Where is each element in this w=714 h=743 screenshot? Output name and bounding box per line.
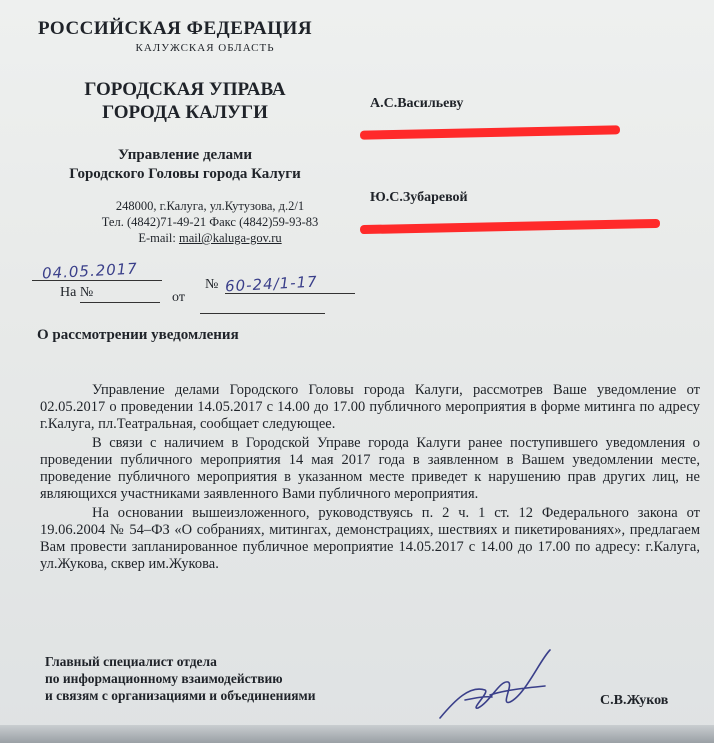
body-paragraph-2: В связи с наличием в Городской Управе города Калуги ранее поступившего уведомления о проведении публичного мероприятия 14 мая 2017 года в заявленном в Вашем уведомлении месте, проведение публичного мероприятия в указанном месте приведет к нарушению прав других лиц, не являющихся участниками заявленного Вами публичного мероприятия. [40,435,700,502]
redaction-bar-1 [360,125,620,139]
number-label: № [205,277,219,292]
reference-underline [80,302,160,303]
letterhead-department [30,146,340,184]
dept-line-2: Городского Головы города Калуги [69,166,301,182]
letter-body [40,382,700,575]
dept-line-1: Управление делами [118,147,252,163]
handwritten-signature [430,640,570,730]
email-label: E-mail: [138,231,176,245]
page-fold-shadow [0,725,714,743]
country-title: РОССИЙСКАЯ ФЕДЕРАЦИЯ [37,18,313,39]
org-line-1: ГОРОДСКАЯ УПРАВА [84,79,286,100]
phone-fax: Тел. (4842)71-49-21 Факс (4842)59-93-83 [101,215,319,229]
postal-address: 248000, г.Калуга, ул.Кутузова, д.2/1 [115,199,305,213]
reference-date-underline [200,313,325,314]
handwritten-number: 60-24/1-17 [224,272,319,296]
email-link[interactable]: mail@kaluga-gov.ru [178,231,282,245]
email-line [60,230,360,246]
letterhead-address [60,198,360,246]
signatory-title [45,653,316,704]
org-line-2: ГОРОДА КАЛУГИ [102,102,268,123]
body-paragraph-1: Управление делами Городского Головы города Калуги, рассмотрев Ваше уведомление от 02.05.2017 о проведении 14.05.2017 с 14.00 до 17.00 публичного мероприятия в форме митинга по адресу г.Калуга, пл.Театральная, сообщает следующее. [40,382,700,432]
signatory-title-line-2: по информационному взаимодействию [45,671,283,686]
signatory-name: С.В.Жуков [600,693,669,708]
recipient-2-name: Ю.С.Зубаревой [370,190,468,205]
region-title: КАЛУЖСКАЯ ОБЛАСТЬ [135,42,275,54]
signatory-title-line-1: Главный специалист отдела [45,654,217,669]
reference-number-label: На № [60,285,94,300]
letterhead-country [20,18,330,54]
reference-date-label: от [172,290,185,305]
redaction-bar-2 [360,219,660,234]
letterhead-organization [40,78,330,124]
handwritten-date: 04.05.2017 [41,259,139,283]
signatory-title-line-3: и связям с организациями и объединениями [45,688,316,703]
letter-subject: О рассмотрении уведомления [37,327,239,343]
body-paragraph-3: На основании вышеизложенного, руководствуясь п. 2 ч. 1 ст. 12 Федерального закона от 19.06.2004 № 54–ФЗ «О собраниях, митингах, демонстрациях, шествиях и пикетированиях», предлагаем Вам провести запланированное публичное мероприятие 14.05.2017 с 14.00 до 17.00 по адресу: г.Калуга, ул.Жукова, сквер им.Жукова. [40,505,700,572]
recipient-1-name: А.С.Васильеву [370,96,464,111]
